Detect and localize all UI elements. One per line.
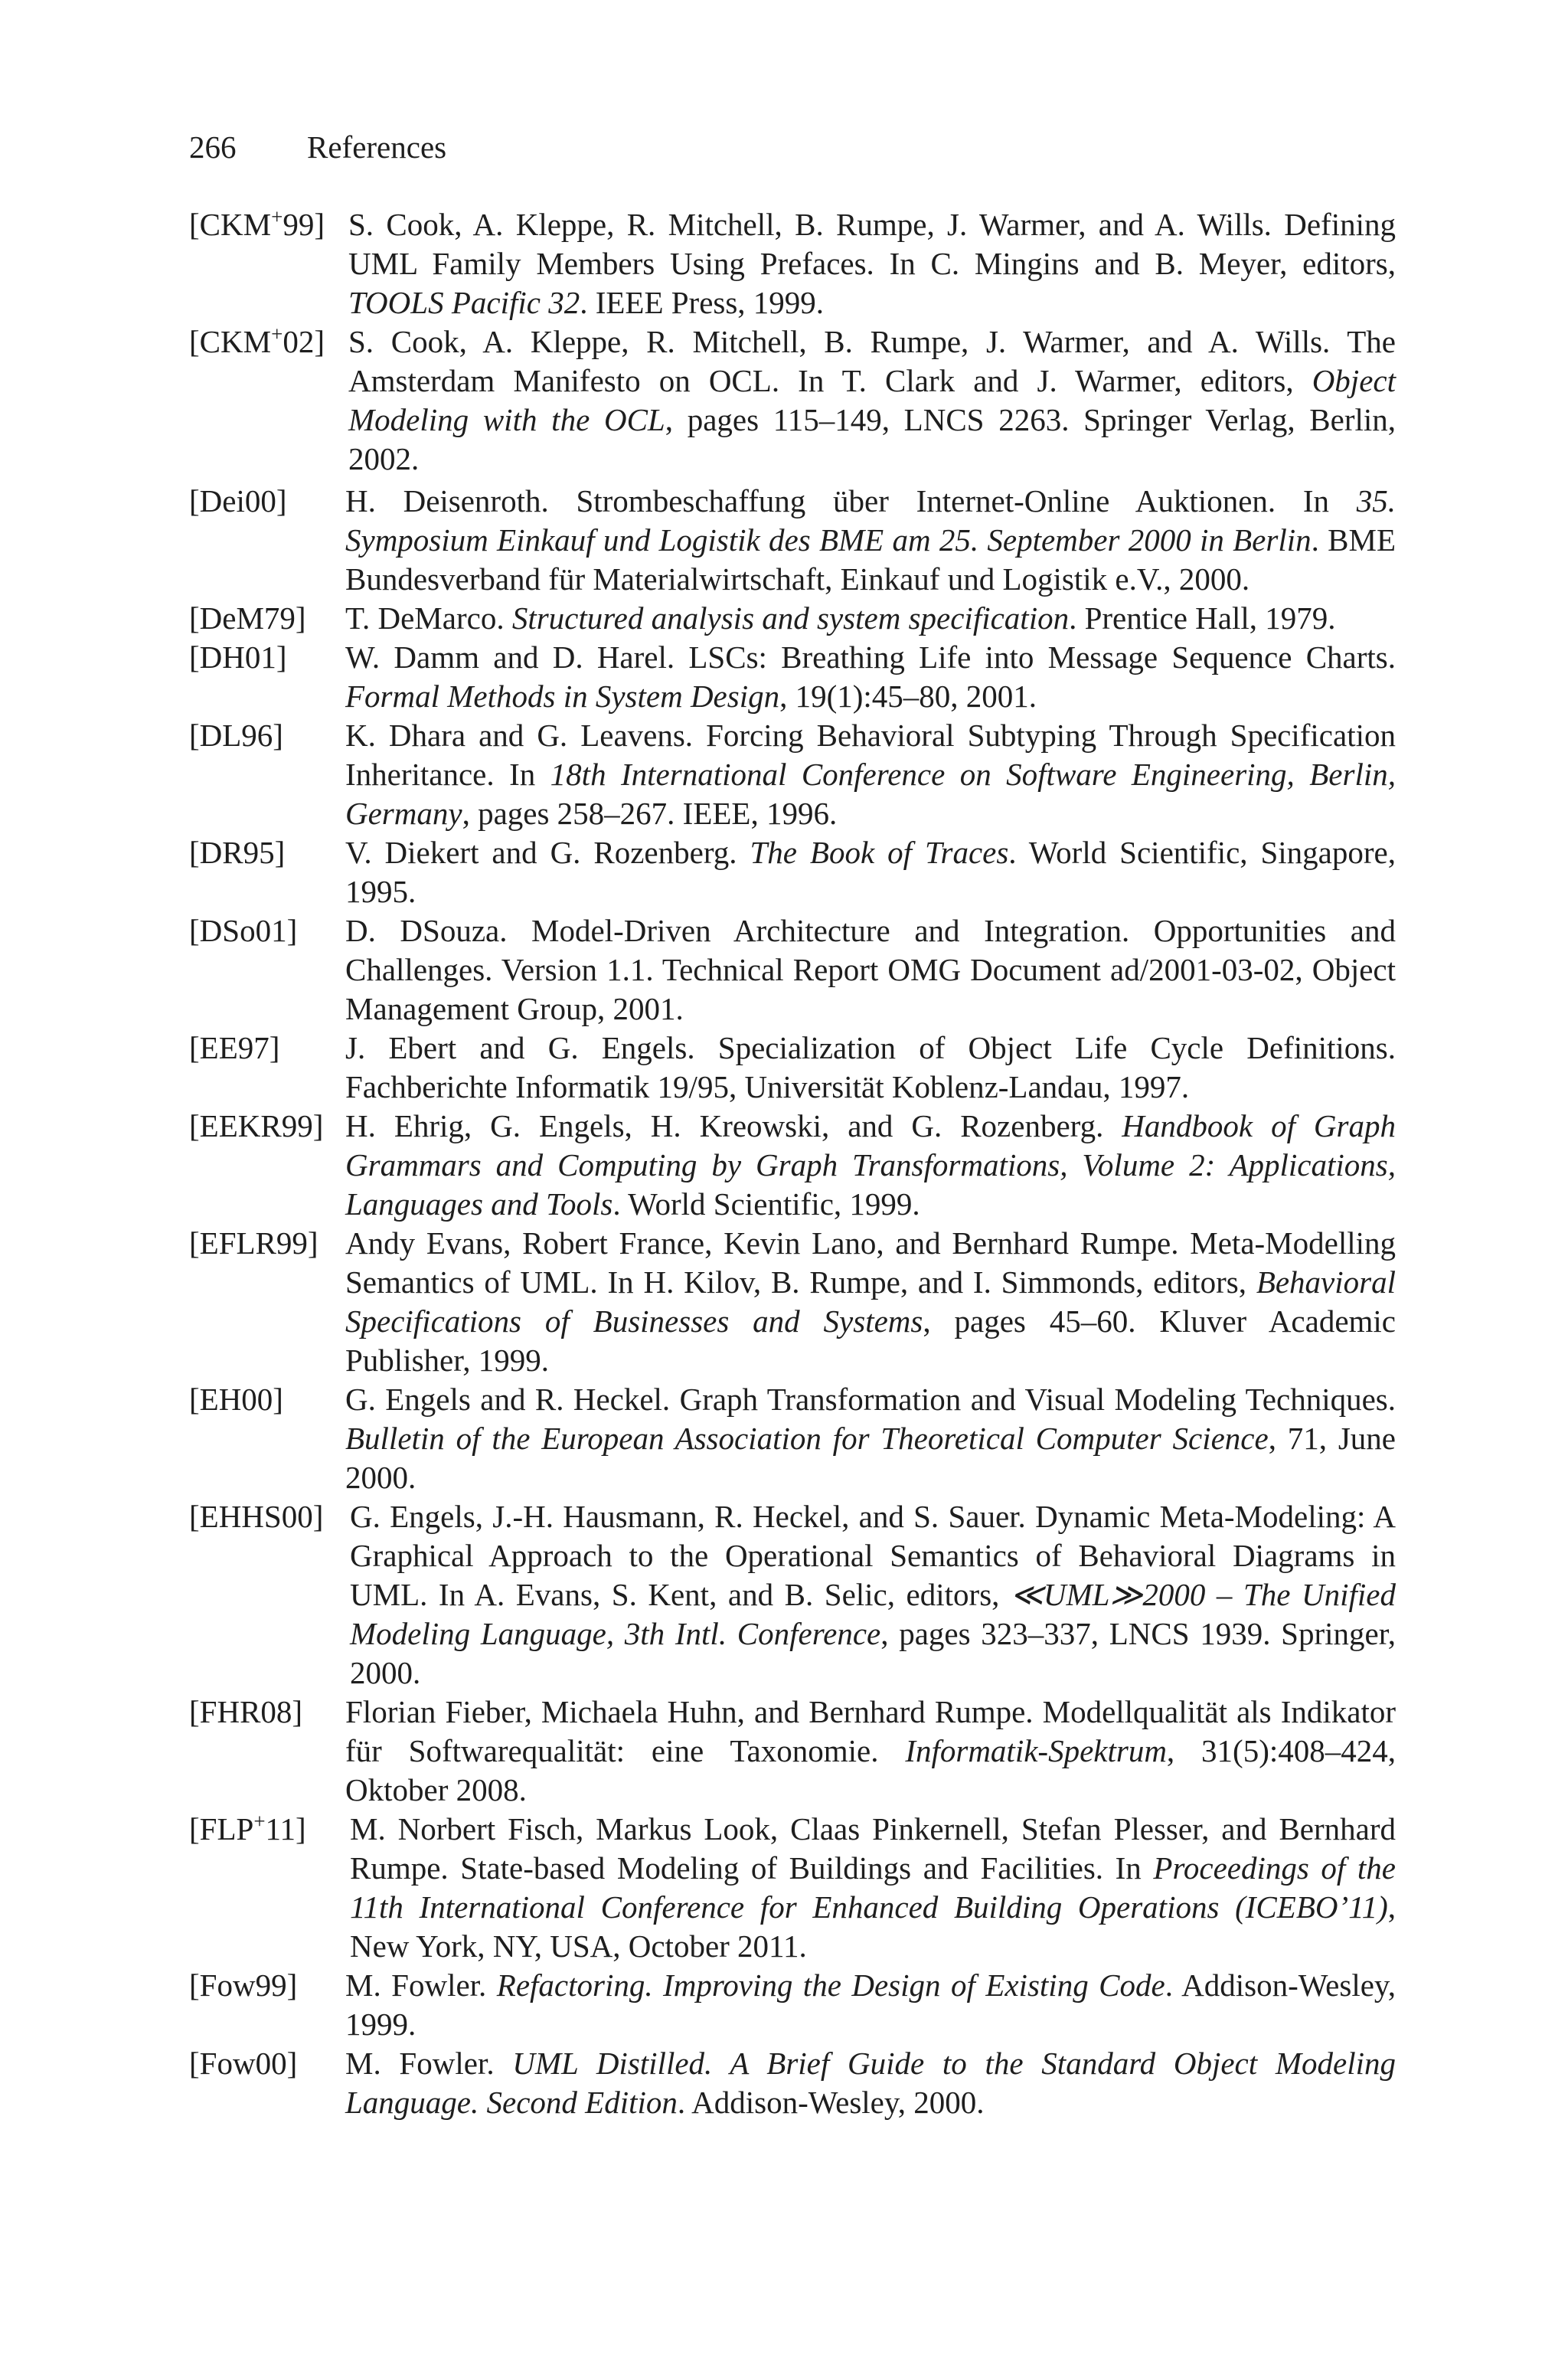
reference-body bbox=[345, 1224, 1396, 1380]
reference-body bbox=[345, 2044, 1396, 2122]
citation-key-end: 99] bbox=[283, 207, 325, 242]
citation-key-superscript: + bbox=[271, 205, 283, 228]
citation-key-base: [DeM79] bbox=[189, 600, 306, 636]
reference-text: G. Engels and R. Heckel. Graph Transformation and Visual Modeling Techniques. bbox=[345, 1382, 1396, 1417]
reference-text: S. Cook, A. Kleppe, R. Mitchell, B. Rumpe, J. Warmer, and A. Wills. The Amsterdam Manifesto on OCL. In T. Clark and J. Warmer, editors, bbox=[348, 324, 1396, 398]
reference-text: . World Scientific, Singapore, 1995. bbox=[345, 835, 1396, 909]
reference-text: M. Fowler. bbox=[345, 1967, 497, 2003]
citation-key bbox=[189, 911, 345, 950]
reference-text: M. Norbert Fisch, Markus Look, Claas Pinkernell, Stefan Plesser, and Bernhard Rumpe. State-based Modeling of Buildings and Facilities. In bbox=[350, 1811, 1396, 1886]
reference-text: H. Ehrig, G. Engels, H. Kreowski, and G. Rozenberg. bbox=[345, 1108, 1122, 1143]
reference-body bbox=[345, 716, 1396, 833]
page-number: 266 bbox=[189, 129, 237, 165]
reference-text: . IEEE Press, 1999. bbox=[580, 285, 825, 320]
citation-key-base: [EH00] bbox=[189, 1382, 283, 1417]
reference-text: T. DeMarco. bbox=[345, 600, 512, 636]
citation-key bbox=[189, 1380, 345, 1419]
citation-key bbox=[189, 1966, 345, 2005]
reference-text: , 31(5):408–424, Oktober 2008. bbox=[345, 1733, 1396, 1807]
citation-key-base: [FHR08] bbox=[189, 1694, 303, 1729]
reference-entry bbox=[189, 1107, 1396, 1224]
reference-body bbox=[345, 1029, 1396, 1107]
reference-body bbox=[345, 911, 1396, 1029]
reference-text: W. Damm and D. Harel. LSCs: Breathing Life into Message Sequence Charts. bbox=[345, 639, 1396, 675]
reference-text: . Prentice Hall, 1979. bbox=[1069, 600, 1336, 636]
reference-title-italic: The Book of Traces bbox=[750, 835, 1009, 870]
reference-entry bbox=[189, 638, 1396, 716]
reference-text: V. Diekert and G. Rozenberg. bbox=[345, 835, 750, 870]
citation-key-base: [Fow99] bbox=[189, 1967, 298, 2003]
citation-key bbox=[189, 638, 345, 677]
citation-key-base: [DL96] bbox=[189, 718, 283, 753]
reference-title-italic: Structured analysis and system specification bbox=[511, 600, 1070, 636]
citation-key-superscript: + bbox=[253, 1810, 266, 1833]
reference-title-italic: ≪UML≫2000 – The Unified Modeling Language, 3th Intl. Conference bbox=[350, 1577, 1396, 1651]
citation-key bbox=[189, 205, 348, 244]
running-title: References bbox=[307, 129, 447, 165]
citation-key-base: [EEKR99] bbox=[189, 1108, 324, 1143]
reference-title-italic: 35. Symposium Einkauf und Logistik des BME am 25. September 2000 in Berlin bbox=[345, 483, 1396, 558]
citation-key-base: [EE97] bbox=[189, 1030, 280, 1065]
citation-key-base: [DH01] bbox=[189, 639, 287, 675]
citation-key bbox=[189, 833, 345, 872]
reference-entry bbox=[189, 205, 1396, 322]
citation-key bbox=[189, 482, 345, 521]
reference-title-italic: Behavioral Specifications of Businesses and Systems bbox=[345, 1264, 1396, 1339]
citation-key bbox=[189, 1029, 345, 1068]
citation-key bbox=[189, 599, 345, 638]
reference-body bbox=[345, 638, 1396, 716]
reference-body bbox=[345, 482, 1396, 599]
reference-title-italic: TOOLS Pacific 32 bbox=[348, 285, 580, 320]
reference-entry bbox=[189, 1966, 1396, 2044]
reference-title-italic: Handbook of Graph Grammars and Computing by Graph Transformations, Volume 2: Applications, Languages and Tools bbox=[345, 1108, 1396, 1222]
reference-entry bbox=[189, 1380, 1396, 1497]
reference-title-italic: 18th International Conference on Software Engineering, Berlin, Germany bbox=[345, 757, 1396, 831]
citation-key-base: [CKM bbox=[189, 324, 272, 359]
reference-body bbox=[345, 599, 1396, 638]
reference-body bbox=[345, 833, 1396, 911]
citation-key bbox=[189, 1224, 345, 1263]
reference-title-italic: Object Modeling with the OCL bbox=[348, 363, 1396, 437]
reference-text: , pages 323–337, LNCS 1939. Springer, 2000. bbox=[350, 1616, 1396, 1690]
reference-text: Florian Fieber, Michaela Huhn, and Bernhard Rumpe. Modellqualität als Indikator für Softwarequalität: eine Taxonomie. bbox=[345, 1694, 1396, 1768]
reference-text: , New York, NY, USA, October 2011. bbox=[350, 1889, 1396, 1964]
reference-entry bbox=[189, 1810, 1396, 1966]
reference-title-italic: Bulletin of the European Association for Theoretical Computer Science bbox=[345, 1421, 1269, 1456]
reference-title-italic: Formal Methods in System Design bbox=[345, 679, 780, 714]
citation-key bbox=[189, 2044, 345, 2083]
reference-text: S. Cook, A. Kleppe, R. Mitchell, B. Rumpe, J. Warmer, and A. Wills. Defining UML Family Members Using Prefaces. In C. Mingins and B. Meyer, editors, bbox=[348, 207, 1396, 281]
reference-text: H. Deisenroth. Strombeschaffung über Internet-Online Auktionen. In bbox=[345, 483, 1357, 518]
reference-entry bbox=[189, 482, 1396, 599]
reference-text: Andy Evans, Robert France, Kevin Lano, and Bernhard Rumpe. Meta-Modelling Semantics of UML. In H. Kilov, B. Rumpe, and I. Simmonds, editors, bbox=[345, 1225, 1396, 1300]
citation-key-end: 11] bbox=[265, 1811, 306, 1846]
reference-text: , pages 115–149, LNCS 2263. Springer Verlag, Berlin, 2002. bbox=[348, 402, 1396, 476]
reference-entry bbox=[189, 322, 1396, 479]
reference-text: , 19(1):45–80, 2001. bbox=[779, 679, 1037, 714]
reference-entry bbox=[189, 911, 1396, 1029]
reference-entry bbox=[189, 1693, 1396, 1810]
reference-body bbox=[345, 1966, 1396, 2044]
citation-key-base: [Fow00] bbox=[189, 2046, 298, 2081]
citation-key-base: [EFLR99] bbox=[189, 1225, 318, 1261]
reference-text: . Addison-Wesley, 1999. bbox=[345, 1967, 1396, 2042]
reference-text: K. Dhara and G. Leavens. Forcing Behavioral Subtyping Through Specification Inheritance. In bbox=[345, 718, 1396, 792]
citation-key-base: [DSo01] bbox=[189, 913, 298, 948]
citation-key-superscript: + bbox=[271, 322, 283, 345]
reference-entry bbox=[189, 1029, 1396, 1107]
reference-entry bbox=[189, 716, 1396, 833]
citation-key bbox=[189, 1810, 350, 1849]
reference-text: , 71, June 2000. bbox=[345, 1421, 1396, 1495]
reference-title-italic: Informatik-Spektrum bbox=[905, 1733, 1167, 1768]
reference-text: . BME Bundesverband für Materialwirtschaft, Einkauf und Logistik e.V., 2000. bbox=[345, 522, 1396, 597]
reference-title-italic: UML Distilled. A Brief Guide to the Standard Object Modeling Language. Second Edition bbox=[345, 2046, 1396, 2120]
reference-body bbox=[350, 1497, 1396, 1693]
reference-body bbox=[345, 1380, 1396, 1497]
citation-key-end: 02] bbox=[283, 324, 325, 359]
citation-key-base: [CKM bbox=[189, 207, 272, 242]
reference-text: J. Ebert and G. Engels. Specialization of Object Life Cycle Definitions. Fachberichte Informatik 19/95, Universität Koblenz-Landau, 1997. bbox=[345, 1030, 1396, 1104]
reference-body bbox=[345, 1107, 1396, 1224]
reference-body bbox=[350, 1810, 1396, 1966]
reference-body bbox=[345, 1693, 1396, 1810]
reference-body bbox=[348, 205, 1396, 322]
reference-title-italic: Refactoring. Improving the Design of Existing Code bbox=[496, 1967, 1165, 2003]
reference-entry bbox=[189, 2044, 1396, 2122]
reference-text: . World Scientific, 1999. bbox=[612, 1186, 920, 1222]
citation-key bbox=[189, 1107, 345, 1146]
reference-entry bbox=[189, 1224, 1396, 1380]
citation-key bbox=[189, 322, 348, 361]
citation-key-base: [Dei00] bbox=[189, 483, 287, 518]
citation-key bbox=[189, 716, 345, 755]
citation-key-base: [FLP bbox=[189, 1811, 254, 1846]
page-header bbox=[189, 127, 446, 167]
citation-key-base: [DR95] bbox=[189, 835, 286, 870]
reference-title-italic: Proceedings of the 11th International Conference for Enhanced Building Operations (ICEBO’11) bbox=[350, 1850, 1396, 1925]
reference-text: M. Fowler. bbox=[345, 2046, 513, 2081]
reference-text: D. DSouza. Model-Driven Architecture and Integration. Opportunities and Challenges. Version 1.1. Technical Report OMG Document ad/2001-03-02, Object Management Group, 2001. bbox=[345, 913, 1396, 1026]
citation-key bbox=[189, 1693, 345, 1732]
reference-entry bbox=[189, 833, 1396, 911]
citation-key-base: [EHHS00] bbox=[189, 1499, 324, 1534]
citation-key bbox=[189, 1497, 350, 1536]
reference-entry bbox=[189, 599, 1396, 638]
reference-text: G. Engels, J.-H. Hausmann, R. Heckel, and S. Sauer. Dynamic Meta-Modeling: A Graphical Approach to the Operational Semantics of Behavioral Diagrams in UML. In A. Evans, S. Kent, and B. Selic, editors, bbox=[350, 1499, 1396, 1612]
reference-entry bbox=[189, 1497, 1396, 1693]
reference-text: . Addison-Wesley, 2000. bbox=[677, 2085, 985, 2120]
reference-text: , pages 45–60. Kluver Academic Publisher, 1999. bbox=[345, 1303, 1396, 1378]
reference-text: , pages 258–267. IEEE, 1996. bbox=[462, 796, 838, 831]
reference-list bbox=[189, 205, 1396, 2122]
reference-body bbox=[348, 322, 1396, 479]
